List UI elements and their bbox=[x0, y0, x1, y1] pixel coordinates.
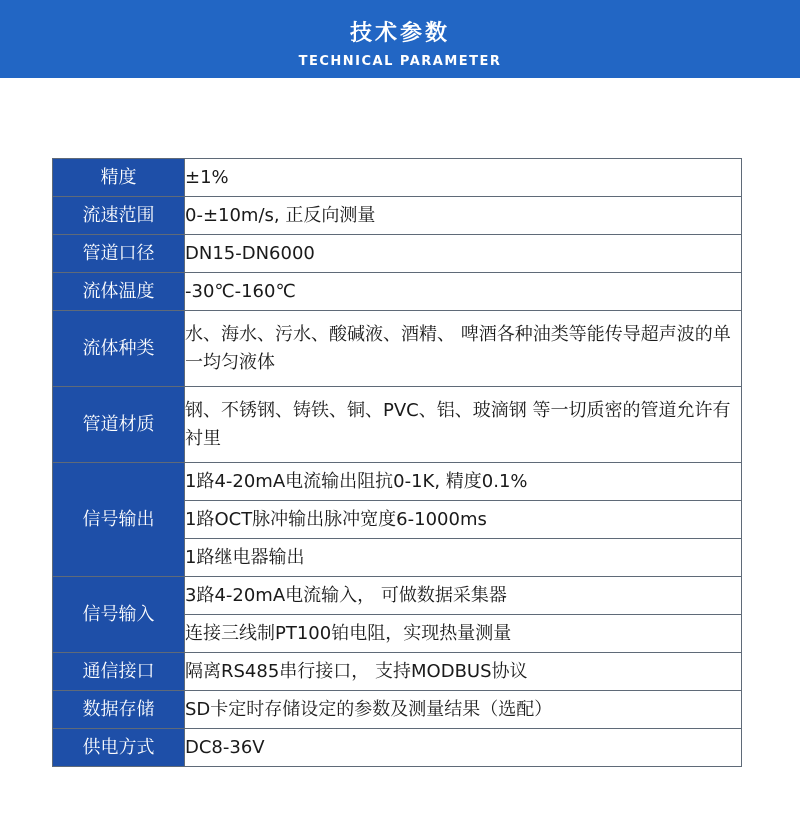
technical-parameter-table bbox=[52, 158, 742, 767]
param-label: 管道口径 bbox=[53, 235, 185, 273]
param-value: 3路4-20mA电流输入， 可做数据采集器 bbox=[185, 577, 742, 615]
param-value: 0-±10m/s, 正反向测量 bbox=[185, 197, 742, 235]
param-label: 流体种类 bbox=[53, 311, 185, 387]
table-row bbox=[53, 159, 742, 197]
table-row bbox=[53, 387, 742, 463]
table-row bbox=[53, 577, 742, 615]
table-row bbox=[53, 653, 742, 691]
param-value: 1路继电器输出 bbox=[185, 539, 742, 577]
param-label: 供电方式 bbox=[53, 729, 185, 767]
param-value: DN15-DN6000 bbox=[185, 235, 742, 273]
param-label: 信号输入 bbox=[53, 577, 185, 653]
param-value: 1路4-20mA电流输出阻抗0-1K, 精度0.1% bbox=[185, 463, 742, 501]
param-label: 流体温度 bbox=[53, 273, 185, 311]
page-subtitle: TECHNICAL PARAMETER bbox=[298, 54, 502, 69]
page-title: 技术参数 bbox=[349, 21, 450, 46]
param-value: 连接三线制PT100铂电阻，实现热量测量 bbox=[185, 615, 742, 653]
param-label: 流速范围 bbox=[53, 197, 185, 235]
param-value: 钢、不锈钢、铸铁、铜、PVC、铝、玻滴钢 等一切质密的管道允许有衬里 bbox=[185, 387, 742, 463]
param-label: 精度 bbox=[53, 159, 185, 197]
param-value: ±1% bbox=[185, 159, 742, 197]
param-label: 管道材质 bbox=[53, 387, 185, 463]
param-value: SD卡定时存储设定的参数及测量结果（选配） bbox=[185, 691, 742, 729]
param-label: 信号输出 bbox=[53, 463, 185, 577]
param-value: 1路OCT脉冲输出脉冲宽度6-1000ms bbox=[185, 501, 742, 539]
table-row bbox=[53, 197, 742, 235]
param-value: 水、海水、污水、酸碱液、酒精、 啤酒各种油类等能传导超声波的单一均匀液体 bbox=[185, 311, 742, 387]
table-row bbox=[53, 691, 742, 729]
param-value: DC8-36V bbox=[185, 729, 742, 767]
table-row bbox=[53, 235, 742, 273]
table-row bbox=[53, 273, 742, 311]
table-row bbox=[53, 311, 742, 387]
param-label: 数据存储 bbox=[53, 691, 185, 729]
param-value: 隔离RS485串行接口， 支持MODBUS协议 bbox=[185, 653, 742, 691]
param-value: -30℃-160℃ bbox=[185, 273, 742, 311]
table-row bbox=[53, 729, 742, 767]
table-row bbox=[53, 463, 742, 501]
param-label: 通信接口 bbox=[53, 653, 185, 691]
header-banner bbox=[0, 0, 800, 78]
